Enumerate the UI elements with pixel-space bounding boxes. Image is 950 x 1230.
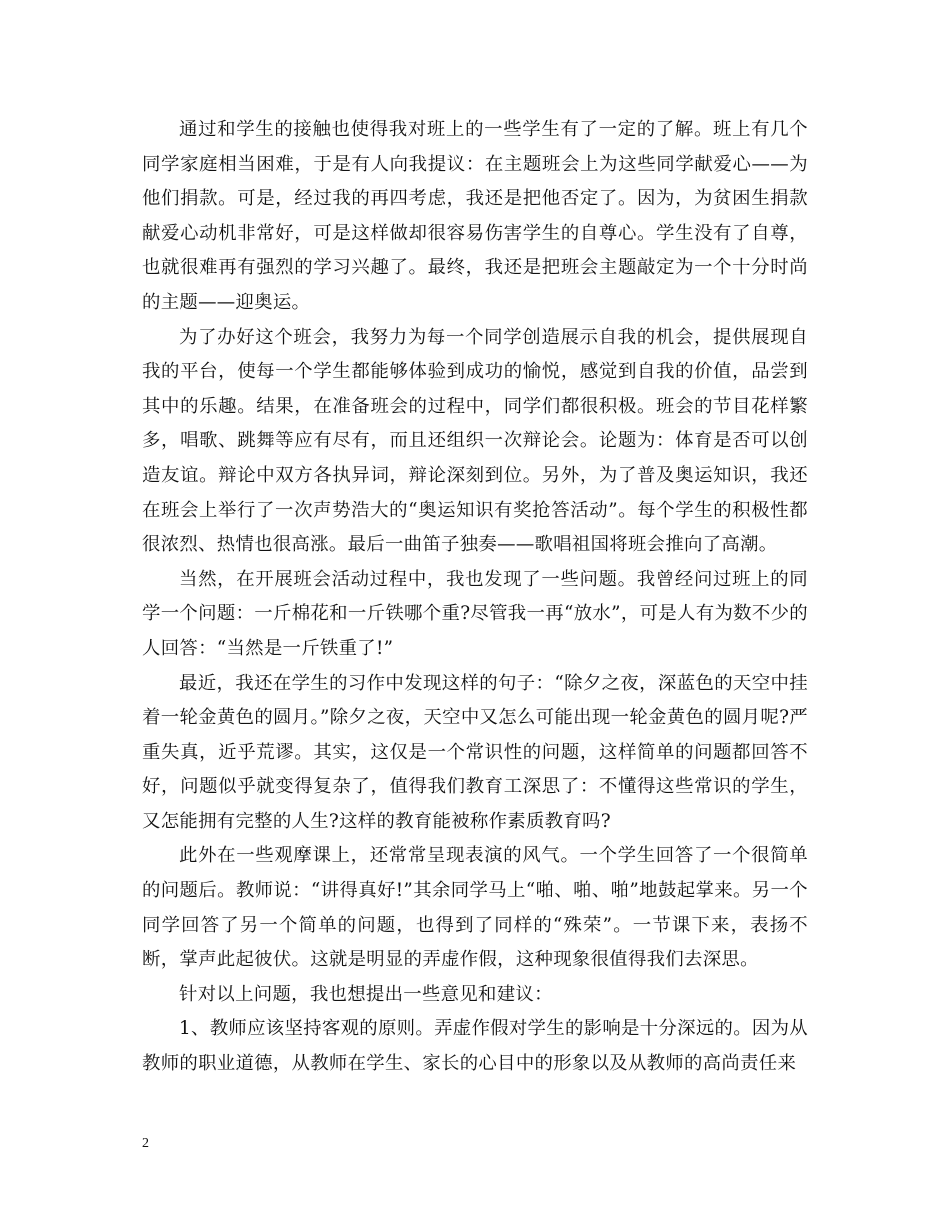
- paragraph: 通过和学生的接触也使得我对班上的一些学生有了一定的了解。班上有几个同学家庭相当困难，于是有人向我提议：在主题班会上为这些同学献爱心——为他们捐款。可是，经过我的再四考虑，我还是把他否定了。因为，为贫困生捐款献爱心动机非常好，可是这样做却很容易伤害学生的自尊心。学生没有了自尊，也就很难再有强烈的学习兴趣了。最终，我还是把班会主题敲定为一个十分时尚的主题——迎奥运。: [142, 119, 808, 313]
- paragraph: 此外在一些观摩课上，还常常呈现表演的风气。一个学生回答了一个很简单的问题后。教师说：“讲得真好!”其余同学马上“啪、啪、啪”地鼓起掌来。另一个同学回答了另一个简单的问题，也得到了同样的“殊荣”。一节课下来，表扬不断，掌声此起彼伏。这就是明显的弄虚作假，这种现象很值得我们去深思。: [142, 845, 808, 971]
- paragraph: 针对以上问题，我也想提出一些意见和建议：: [179, 983, 553, 1005]
- page-number: 2: [142, 1136, 149, 1151]
- paragraph: 1、教师应该坚持客观的原则。弄虚作假对学生的影响是十分深远的。因为从教师的职业道德，从教师在学生、家长的心目中的形象以及从教师的高尚责任来: [142, 1018, 808, 1075]
- body-text: [142, 113, 808, 1082]
- paragraph: 最近，我还在学生的习作中发现这样的句子：“除夕之夜，深蓝色的天空中挂着一轮金黄色的圆月。”除夕之夜，天空中又怎么可能出现一轮金黄色的圆月呢?严重失真，近乎荒谬。其实，这仅是一个常识性的问题，这样简单的问题都回答不好，问题似乎就变得复杂了，值得我们教育工深思了：不懂得这些常识的学生，又怎能拥有完整的人生?这样的教育能被称作素质教育吗?: [142, 672, 808, 832]
- paragraph: 为了办好这个班会，我努力为每一个同学创造展示自我的机会，提供展现自我的平台，使每一个学生都能够体验到成功的愉悦，感觉到自我的价值，品尝到其中的乐趣。结果，在准备班会的过程中，同学们都很积极。班会的节目花样繁多，唱歌、跳舞等应有尽有，而且还组织一次辩论会。论题为：体育是否可以创造友谊。辩论中双方各执异词，辩论深刻到位。另外，为了普及奥运知识，我还在班会上举行了一次声势浩大的“奥运知识有奖抢答活动”。每个学生的积极性都很浓烈、热情也很高涨。最后一曲笛子独奏——歌唱祖国将班会推向了高潮。: [142, 326, 808, 556]
- paragraph: 当然，在开展班会活动过程中，我也发现了一些问题。我曾经问过班上的同学一个问题：一斤棉花和一斤铁哪个重?尽管我一再“放水”，可是人有为数不少的人回答：“当然是一斤铁重了!”: [142, 568, 808, 659]
